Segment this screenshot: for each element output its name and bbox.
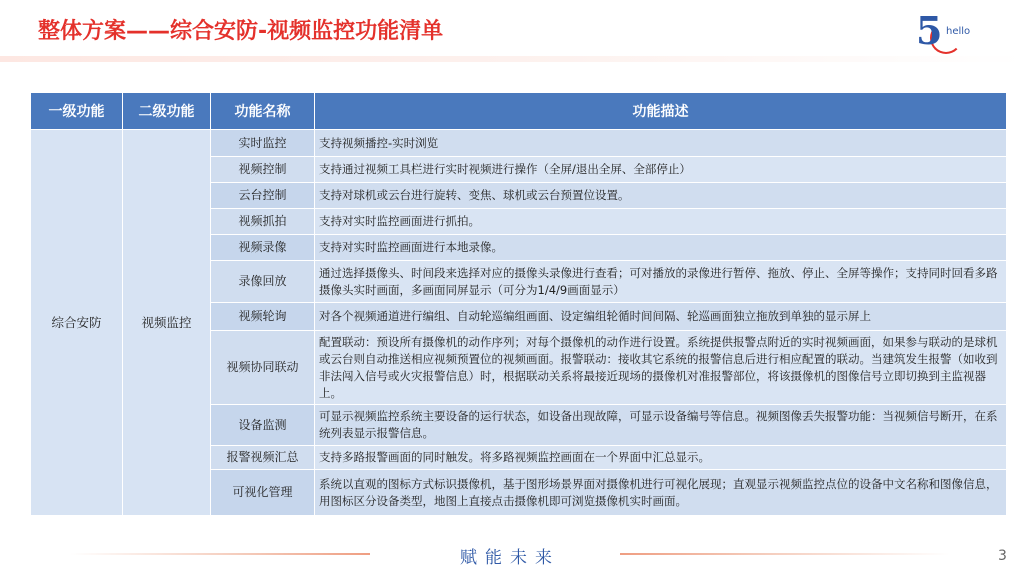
level2-cell: 视频监控 (123, 130, 211, 516)
function-name: 视频录像 (211, 235, 315, 261)
function-name: 录像回放 (211, 261, 315, 303)
function-desc: 对各个视频通道进行编组、自动轮巡编组画面、设定编组轮循时间间隔、轮巡画面独立拖放到单独的显示屏上 (315, 303, 1007, 331)
function-desc: 支持对实时监控画面进行本地录像。 (315, 235, 1007, 261)
function-desc: 配置联动：预设所有摄像机的动作序列；对每个摄像机的动作进行设置。系统提供报警点附近的实时视频画面，如果参与联动的是球机或云台则自动推送相应视频预置位的视频画面。报警联动：接收其它系统的报警信息后进行相应配置的联动。当建筑发生报警（如收到非法闯入信号或火灾报警信息）时，根据联动关系将最接近现场的摄像机对准报警部位，将该摄像机的图像信号立即切换到主监视器上。 (315, 331, 1007, 405)
brand-logo (916, 8, 974, 58)
function-desc: 系统以直观的图标方式标识摄像机，基于图形场景界面对摄像机进行可视化展现；直观显示视频监控点位的设备中文名称和图像信息，用图标区分设备类型，地图上直接点击摄像机即可浏览摄像机实时画面。 (315, 470, 1007, 516)
footer-line-right (620, 553, 950, 555)
function-desc: 可显示视频监控系统主要设备的运行状态，如设备出现故障，可显示设备编号等信息。视频图像丢失报警功能：当视频信号断开，在系统列表显示报警信息。 (315, 405, 1007, 446)
function-name: 视频抓拍 (211, 209, 315, 235)
title-underline (0, 56, 1024, 62)
header-function-desc: 功能描述 (315, 93, 1007, 130)
function-desc: 通过选择摄像头、时间段来选择对应的摄像头录像进行查看；可对播放的录像进行暂停、拖放、停止、全屏等操作；支持同时回看多路摄像头实时画面，多画面同屏显示（可分为1/4/9画面显示） (315, 261, 1007, 303)
function-desc: 支持视频播控-实时浏览 (315, 130, 1007, 157)
function-name: 云台控制 (211, 183, 315, 209)
header-function-name: 功能名称 (211, 93, 315, 130)
logo-word: hello (946, 26, 971, 37)
function-name: 设备监测 (211, 405, 315, 446)
page-title: 整体方案——综合安防-视频监控功能清单 (38, 19, 444, 44)
function-name: 实时监控 (211, 130, 315, 157)
level1-cell: 综合安防 (31, 130, 123, 516)
table-header-row (31, 93, 1007, 130)
function-desc: 支持多路报警画面的同时触发。将多路视频监控画面在一个界面中汇总显示。 (315, 446, 1007, 470)
header-level2: 二级功能 (123, 93, 211, 130)
page-number: 3 (998, 548, 1007, 564)
function-name: 视频控制 (211, 157, 315, 183)
footer-slogan: 赋能未来 (460, 548, 560, 568)
function-name: 可视化管理 (211, 470, 315, 516)
function-table (30, 92, 1007, 516)
footer-line-left (70, 553, 370, 555)
function-desc: 支持对实时监控画面进行抓拍。 (315, 209, 1007, 235)
function-desc: 支持对球机或云台进行旋转、变焦、球机或云台预置位设置。 (315, 183, 1007, 209)
function-name: 视频轮询 (211, 303, 315, 331)
function-name: 报警视频汇总 (211, 446, 315, 470)
function-desc: 支持通过视频工具栏进行实时视频进行操作（全屏/退出全屏、全部停止） (315, 157, 1007, 183)
header-level1: 一级功能 (31, 93, 123, 130)
table-row (31, 130, 1007, 157)
function-name: 视频协同联动 (211, 331, 315, 405)
logo-numeral: 5 (916, 8, 943, 53)
